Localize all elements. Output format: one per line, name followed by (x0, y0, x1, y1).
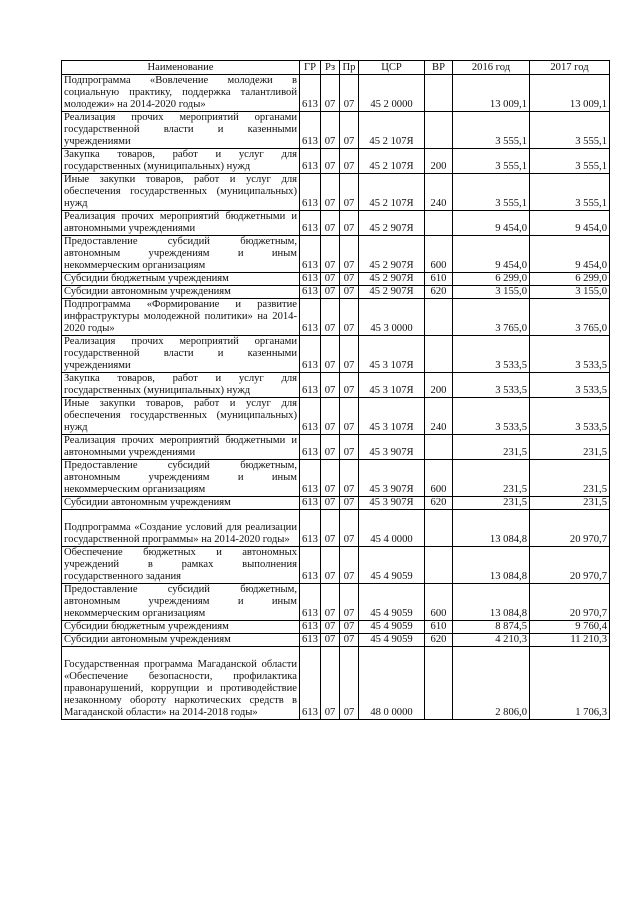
cell-vr: 600 (425, 584, 453, 621)
cell-2016: 3 533,5 (453, 336, 530, 373)
cell-2016: 8 874,5 (453, 621, 530, 634)
cell-2016: 6 299,0 (453, 273, 530, 286)
cell-pr: 07 (340, 336, 359, 373)
cell-2016: 2 806,0 (453, 647, 530, 720)
cell-2016: 3 765,0 (453, 299, 530, 336)
table-row (62, 460, 610, 497)
table-header-row (62, 61, 610, 75)
cell-vr (425, 435, 453, 460)
cell-pr: 07 (340, 621, 359, 634)
cell-pr: 07 (340, 584, 359, 621)
table-row (62, 211, 610, 236)
header-vr: ВР (425, 61, 453, 75)
cell-vr (425, 75, 453, 112)
cell-vr: 200 (425, 373, 453, 398)
cell-pr: 07 (340, 460, 359, 497)
cell-name: Обеспечение бюджетных и автономных учреждений в рамках выполнения государственного задания (62, 547, 300, 584)
cell-csr: 45 4 9059 (359, 584, 425, 621)
cell-vr (425, 112, 453, 149)
cell-csr: 45 4 9059 (359, 621, 425, 634)
header-rz: Рз (321, 61, 340, 75)
cell-name: Субсидии автономным учреждениям (62, 286, 300, 299)
cell-pr: 07 (340, 299, 359, 336)
cell-name: Реализация прочих мероприятий органами государственной власти и казенными учреждениями (62, 112, 300, 149)
cell-csr: 45 3 107Я (359, 398, 425, 435)
cell-rz: 07 (321, 460, 340, 497)
header-gr: ГР (300, 61, 321, 75)
cell-pr: 07 (340, 510, 359, 547)
cell-vr: 610 (425, 621, 453, 634)
cell-name: Предоставление субсидий бюджетным, автономным учреждениям и иным некоммерческим организациям (62, 584, 300, 621)
cell-2017: 3 533,5 (530, 398, 610, 435)
cell-rz: 07 (321, 398, 340, 435)
cell-gr: 613 (300, 584, 321, 621)
cell-name: Субсидии автономным учреждениям (62, 497, 300, 510)
cell-rz: 07 (321, 634, 340, 647)
cell-2016: 13 084,8 (453, 584, 530, 621)
cell-pr: 07 (340, 286, 359, 299)
table-row (62, 510, 610, 547)
table-row (62, 236, 610, 273)
cell-vr: 200 (425, 149, 453, 174)
cell-2017: 3 555,1 (530, 174, 610, 211)
table-row (62, 497, 610, 510)
table-row (62, 112, 610, 149)
cell-gr: 613 (300, 547, 321, 584)
cell-2016: 231,5 (453, 497, 530, 510)
cell-gr: 613 (300, 621, 321, 634)
cell-name: Закупка товаров, работ и услуг для государственных (муниципальных) нужд (62, 373, 300, 398)
cell-2016: 9 454,0 (453, 211, 530, 236)
cell-vr: 620 (425, 497, 453, 510)
cell-pr: 07 (340, 497, 359, 510)
cell-2017: 3 765,0 (530, 299, 610, 336)
header-2017: 2017 год (530, 61, 610, 75)
cell-rz: 07 (321, 435, 340, 460)
cell-csr: 45 3 107Я (359, 336, 425, 373)
cell-name: Реализация прочих мероприятий бюджетными и автономными учреждениями (62, 435, 300, 460)
cell-name: Подпрограмма «Вовлечение молодежи в социальную практику, поддержка талантливой молодежи» на 2014-2020 годы» (62, 75, 300, 112)
cell-2016: 3 555,1 (453, 149, 530, 174)
cell-2017: 9 760,4 (530, 621, 610, 634)
cell-gr: 613 (300, 398, 321, 435)
cell-pr: 07 (340, 149, 359, 174)
cell-pr: 07 (340, 647, 359, 720)
cell-pr: 07 (340, 435, 359, 460)
cell-name: Субсидии бюджетным учреждениям (62, 273, 300, 286)
cell-rz: 07 (321, 510, 340, 547)
cell-rz: 07 (321, 621, 340, 634)
cell-pr: 07 (340, 75, 359, 112)
cell-pr: 07 (340, 373, 359, 398)
cell-2017: 1 706,3 (530, 647, 610, 720)
cell-vr (425, 299, 453, 336)
cell-pr: 07 (340, 211, 359, 236)
cell-gr: 613 (300, 510, 321, 547)
cell-gr: 613 (300, 435, 321, 460)
cell-rz: 07 (321, 299, 340, 336)
cell-2017: 6 299,0 (530, 273, 610, 286)
cell-vr (425, 547, 453, 584)
cell-vr: 600 (425, 236, 453, 273)
table-row (62, 299, 610, 336)
cell-gr: 613 (300, 497, 321, 510)
cell-2016: 9 454,0 (453, 236, 530, 273)
table-row (62, 621, 610, 634)
cell-csr: 45 3 907Я (359, 497, 425, 510)
cell-2017: 11 210,3 (530, 634, 610, 647)
cell-name: Субсидии автономным учреждениям (62, 634, 300, 647)
cell-2016: 13 084,8 (453, 547, 530, 584)
cell-rz: 07 (321, 547, 340, 584)
cell-vr: 620 (425, 634, 453, 647)
table-body (62, 75, 610, 720)
cell-csr: 45 4 9059 (359, 547, 425, 584)
cell-rz: 07 (321, 174, 340, 211)
cell-rz: 07 (321, 584, 340, 621)
cell-2016: 3 555,1 (453, 174, 530, 211)
cell-rz: 07 (321, 273, 340, 286)
cell-2017: 231,5 (530, 497, 610, 510)
table-row (62, 373, 610, 398)
cell-name: Иные закупки товаров, работ и услуг для обеспечения государственных (муниципальных) нужд (62, 174, 300, 211)
cell-gr: 613 (300, 460, 321, 497)
cell-gr: 613 (300, 373, 321, 398)
table-row (62, 547, 610, 584)
cell-2017: 231,5 (530, 435, 610, 460)
table-row (62, 75, 610, 112)
cell-csr: 45 2 907Я (359, 273, 425, 286)
cell-2017: 231,5 (530, 460, 610, 497)
cell-gr: 613 (300, 336, 321, 373)
table-row (62, 647, 610, 720)
header-name: Наименование (62, 61, 300, 75)
table-row (62, 584, 610, 621)
cell-vr (425, 647, 453, 720)
cell-csr: 45 4 9059 (359, 634, 425, 647)
cell-vr: 620 (425, 286, 453, 299)
cell-csr: 45 3 107Я (359, 373, 425, 398)
cell-vr (425, 336, 453, 373)
cell-2017: 9 454,0 (530, 211, 610, 236)
header-csr: ЦСР (359, 61, 425, 75)
cell-rz: 07 (321, 149, 340, 174)
cell-csr: 45 3 907Я (359, 460, 425, 497)
cell-rz: 07 (321, 647, 340, 720)
cell-gr: 613 (300, 634, 321, 647)
cell-2017: 3 533,5 (530, 336, 610, 373)
cell-rz: 07 (321, 112, 340, 149)
cell-pr: 07 (340, 112, 359, 149)
cell-rz: 07 (321, 286, 340, 299)
cell-csr: 45 2 107Я (359, 112, 425, 149)
cell-rz: 07 (321, 373, 340, 398)
cell-vr (425, 211, 453, 236)
cell-2017: 9 454,0 (530, 236, 610, 273)
header-pr: Пр (340, 61, 359, 75)
cell-2017: 3 155,0 (530, 286, 610, 299)
cell-gr: 613 (300, 647, 321, 720)
cell-2016: 3 533,5 (453, 373, 530, 398)
cell-rz: 07 (321, 236, 340, 273)
table-row (62, 286, 610, 299)
table-row (62, 273, 610, 286)
cell-vr: 610 (425, 273, 453, 286)
cell-gr: 613 (300, 286, 321, 299)
cell-2016: 4 210,3 (453, 634, 530, 647)
cell-csr: 45 2 107Я (359, 174, 425, 211)
cell-gr: 613 (300, 75, 321, 112)
cell-vr: 600 (425, 460, 453, 497)
cell-2017: 3 533,5 (530, 373, 610, 398)
cell-name: Иные закупки товаров, работ и услуг для обеспечения государственных (муниципальных) нужд (62, 398, 300, 435)
cell-csr: 48 0 0000 (359, 647, 425, 720)
cell-rz: 07 (321, 336, 340, 373)
cell-csr: 45 4 0000 (359, 510, 425, 547)
cell-pr: 07 (340, 398, 359, 435)
cell-csr: 45 2 107Я (359, 149, 425, 174)
cell-2016: 3 555,1 (453, 112, 530, 149)
table-row (62, 634, 610, 647)
cell-name: Подпрограмма «Создание условий для реализации государственной программы» на 2014-2020 годы» (62, 510, 300, 547)
cell-name: Субсидии бюджетным учреждениям (62, 621, 300, 634)
cell-pr: 07 (340, 634, 359, 647)
cell-2017: 20 970,7 (530, 510, 610, 547)
cell-gr: 613 (300, 112, 321, 149)
cell-vr: 240 (425, 174, 453, 211)
cell-vr (425, 510, 453, 547)
cell-gr: 613 (300, 174, 321, 211)
cell-2016: 3 533,5 (453, 398, 530, 435)
cell-2017: 3 555,1 (530, 149, 610, 174)
cell-name: Реализация прочих мероприятий органами государственной власти и казенными учреждениями (62, 336, 300, 373)
cell-rz: 07 (321, 211, 340, 236)
cell-csr: 45 2 907Я (359, 286, 425, 299)
cell-gr: 613 (300, 211, 321, 236)
cell-csr: 45 3 0000 (359, 299, 425, 336)
cell-2017: 13 009,1 (530, 75, 610, 112)
cell-gr: 613 (300, 149, 321, 174)
cell-2016: 231,5 (453, 435, 530, 460)
cell-2017: 20 970,7 (530, 584, 610, 621)
cell-name: Подпрограмма «Формирование и развитие инфраструктуры молодежной политики» на 2014-2020 годы» (62, 299, 300, 336)
cell-csr: 45 2 0000 (359, 75, 425, 112)
cell-vr: 240 (425, 398, 453, 435)
cell-2016: 13 084,8 (453, 510, 530, 547)
table-row (62, 336, 610, 373)
cell-2016: 231,5 (453, 460, 530, 497)
cell-2017: 3 555,1 (530, 112, 610, 149)
cell-pr: 07 (340, 174, 359, 211)
budget-table (61, 60, 610, 720)
cell-name: Предоставление субсидий бюджетным, автономным учреждениям и иным некоммерческим организациям (62, 236, 300, 273)
table-row (62, 149, 610, 174)
cell-gr: 613 (300, 299, 321, 336)
cell-csr: 45 3 907Я (359, 435, 425, 460)
cell-2016: 3 155,0 (453, 286, 530, 299)
header-2016: 2016 год (453, 61, 530, 75)
cell-rz: 07 (321, 75, 340, 112)
cell-csr: 45 2 907Я (359, 211, 425, 236)
cell-pr: 07 (340, 236, 359, 273)
cell-name: Закупка товаров, работ и услуг для государственных (муниципальных) нужд (62, 149, 300, 174)
cell-name: Предоставление субсидий бюджетным, автономным учреждениям и иным некоммерческим организациям (62, 460, 300, 497)
cell-pr: 07 (340, 547, 359, 584)
cell-name: Реализация прочих мероприятий бюджетными и автономными учреждениями (62, 211, 300, 236)
cell-2016: 13 009,1 (453, 75, 530, 112)
cell-pr: 07 (340, 273, 359, 286)
table-row (62, 435, 610, 460)
cell-rz: 07 (321, 497, 340, 510)
cell-csr: 45 2 907Я (359, 236, 425, 273)
cell-gr: 613 (300, 273, 321, 286)
cell-2017: 20 970,7 (530, 547, 610, 584)
cell-gr: 613 (300, 236, 321, 273)
table-row (62, 174, 610, 211)
table-row (62, 398, 610, 435)
cell-name: Государственная программа Магаданской области «Обеспечение безопасности, профилактика правонарушений, коррупции и противодействие незаконному обороту наркотических средств в Магаданской области» на 2014-2018 годы» (62, 647, 300, 720)
